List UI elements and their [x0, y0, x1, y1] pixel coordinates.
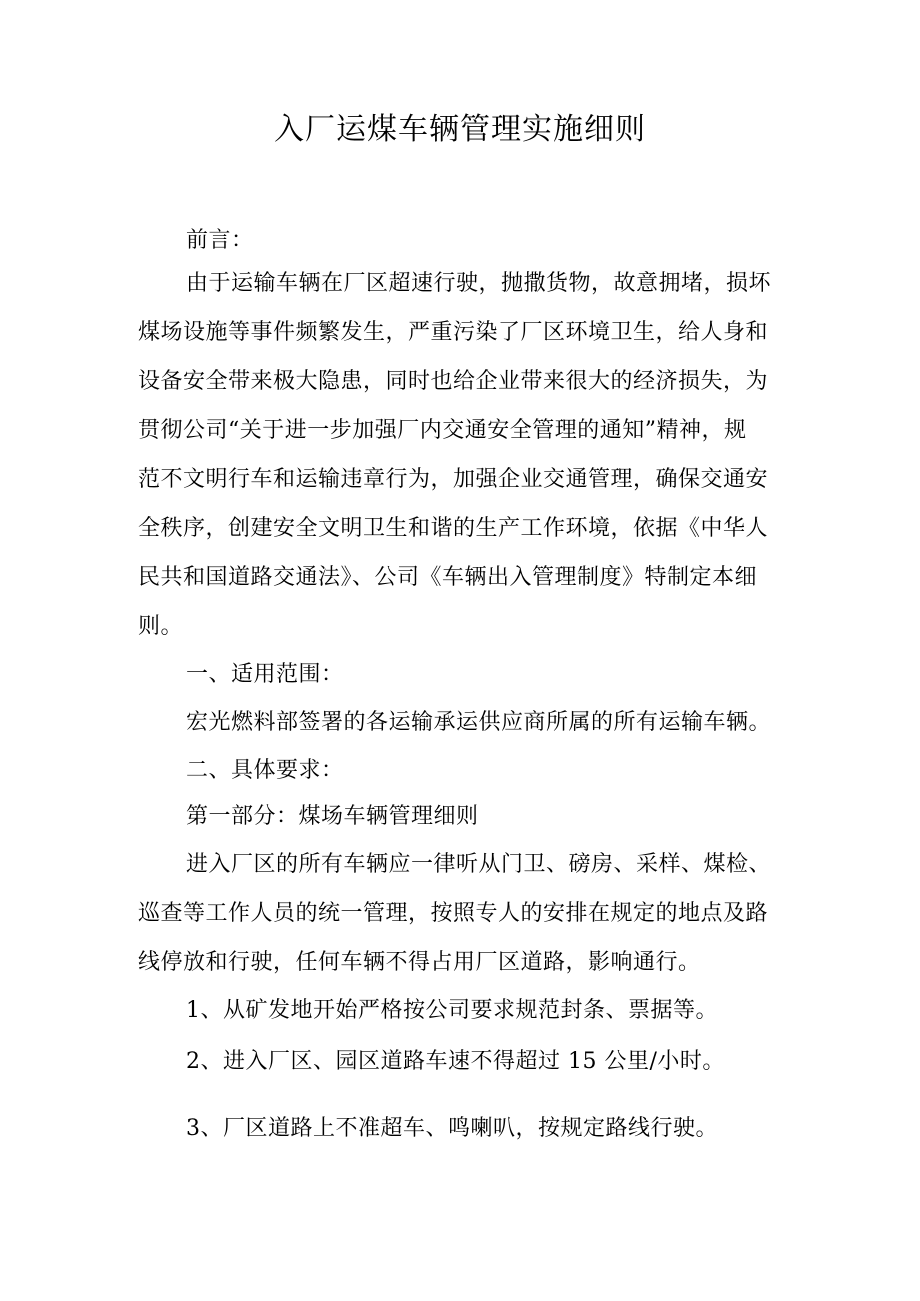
- part-body-line: 进入厂区的所有车辆应一律听从门卫、磅房、采样、煤检、: [186, 852, 772, 877]
- part-heading: 第一部分：煤场车辆管理细则: [186, 804, 479, 829]
- rule-item-3: 3、厂区道路上不准超车、鸣喇叭，按规定路线行驶。: [186, 1116, 718, 1141]
- part-body-line: 巡查等工作人员的统一管理，按照专人的安排在规定的地点及路: [138, 901, 769, 926]
- preface-line: 贯彻公司“关于进一步加强厂内交通安全管理的通知”精神，规: [138, 418, 747, 443]
- preface-label: 前言：: [186, 228, 254, 253]
- section-heading-requirements: 二、具体要求：: [186, 758, 344, 783]
- section-body-scope: 宏光燃料部签署的各运输承运供应商所属的所有运输车辆。: [186, 710, 772, 735]
- rule-item-1: 1、从矿发地开始严格按公司要求规范封条、票据等。: [186, 998, 718, 1023]
- preface-line: 由于运输车辆在厂区超速行驶，抛撒货物，故意拥堵，损坏: [186, 271, 772, 296]
- preface-line: 则。: [138, 614, 184, 639]
- preface-line: 范不文明行车和运输违章行为，加强企业交通管理，确保交通安: [138, 467, 769, 492]
- section-heading-scope: 一、适用范围：: [186, 662, 344, 687]
- document-title: 入厂运煤车辆管理实施细则: [274, 112, 646, 147]
- preface-line: 设备安全带来极大隐患，同时也给企业带来很大的经济损失，为: [138, 369, 769, 394]
- part-body-line: 线停放和行驶，任何车辆不得占用厂区道路，影响通行。: [138, 950, 701, 975]
- preface-line: 全秩序，创建安全文明卫生和谐的生产工作环境，依据《中华人: [138, 516, 769, 541]
- preface-line: 民共和国道路交通法》、公司《车辆出入管理制度》特制定本细: [138, 565, 758, 590]
- rule-item-2: 2、进入厂区、园区道路车速不得超过 15 公里/小时。: [186, 1049, 725, 1074]
- preface-line: 煤场设施等事件频繁发生，严重污染了厂区环境卫生，给人身和: [138, 320, 769, 345]
